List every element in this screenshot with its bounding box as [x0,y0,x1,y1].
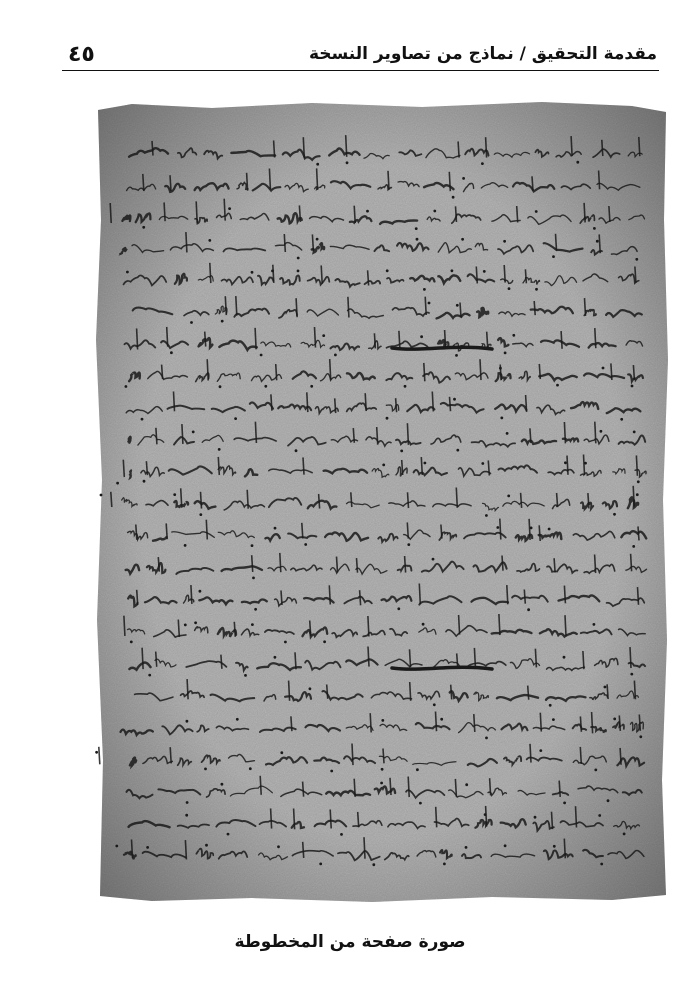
manuscript-heading-stroke [392,347,492,349]
manuscript-image-svg [92,100,671,905]
figure-caption: صورة صفحة من المخطوطة [234,932,466,952]
page-header [62,38,659,71]
running-title: مقدمة التحقيق / نماذج من تصاوير النسخة [308,44,657,64]
manuscript-heading-stroke [392,667,492,669]
manuscript-page-image [92,100,671,905]
page-number: ٤٥ [68,42,95,67]
